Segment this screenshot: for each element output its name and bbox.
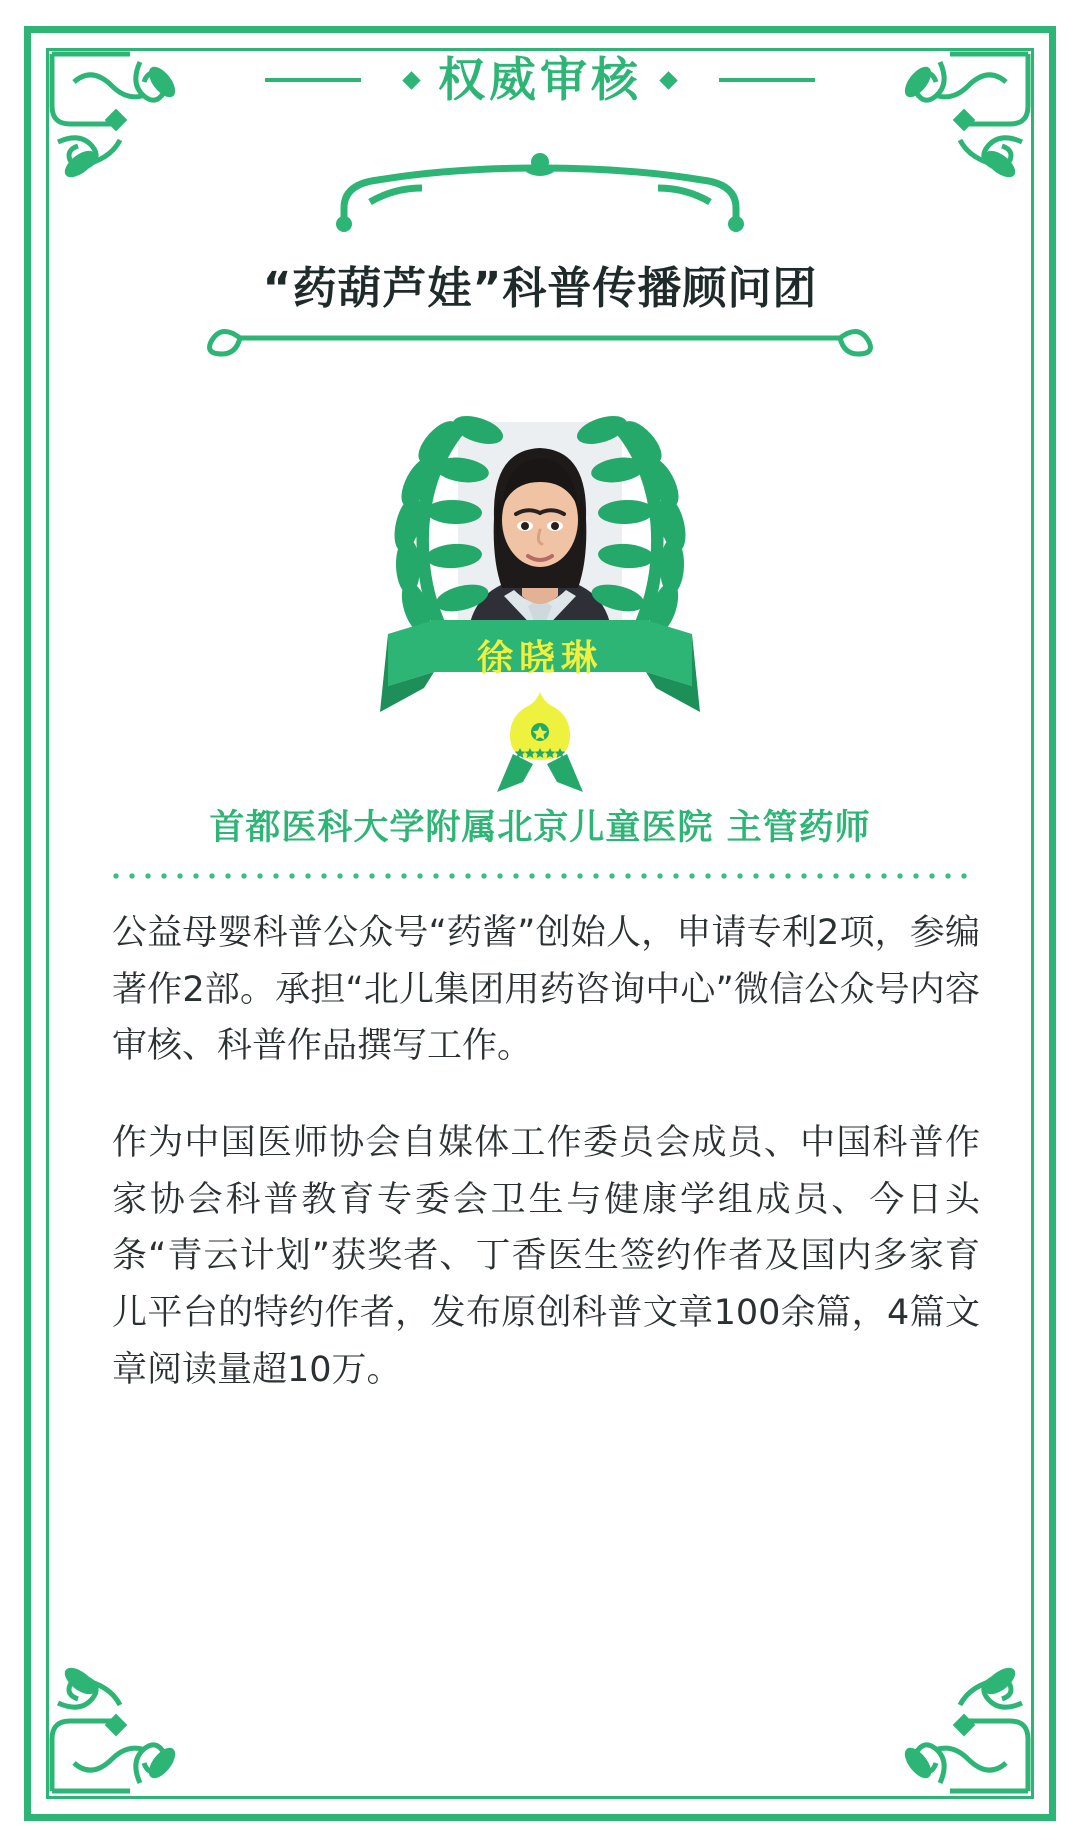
- bio-paragraph: 公益母婴科普公众号“药酱”创始人，申请专利2项，参编著作2部。承担“北儿集团用药咨询中心”微信公众号内容审核、科普作品撰写工作。: [112, 913, 980, 1067]
- diamond-icon: [659, 71, 677, 89]
- diamond-icon: [402, 71, 420, 89]
- bio-paragraph: 作为中国医师协会自媒体工作委员会成员、中国科普作家协会科普教育专委会卫生与健康学组成员、今日头条“青云计划”获奖者、丁香医生签约作者及国内多家育儿平台的特约作者，发布原创科普文章100余篇，4篇文章阅读量超10万。: [112, 1123, 980, 1390]
- heading-divider: [200, 318, 880, 358]
- top-banner: [0, 42, 1080, 118]
- corner-ornament-icon: [44, 1649, 234, 1799]
- dotted-divider: [108, 873, 972, 879]
- medal-icon: [479, 686, 601, 796]
- bio-body: [112, 905, 980, 1399]
- top-title: 权威审核: [438, 52, 642, 108]
- affiliation-title: 首都医科大学附属北京儿童医院 主管药师: [209, 808, 871, 848]
- page-title: “药葫芦娃”科普传播顾问团: [262, 263, 818, 314]
- portrait-emblem: [330, 398, 750, 798]
- person-name: 徐晓琳: [476, 638, 603, 679]
- arch-ornament-icon: [330, 150, 750, 232]
- banner-rule-left: [265, 78, 361, 82]
- banner-rule-right: [719, 78, 815, 82]
- corner-ornament-icon: [846, 1649, 1036, 1799]
